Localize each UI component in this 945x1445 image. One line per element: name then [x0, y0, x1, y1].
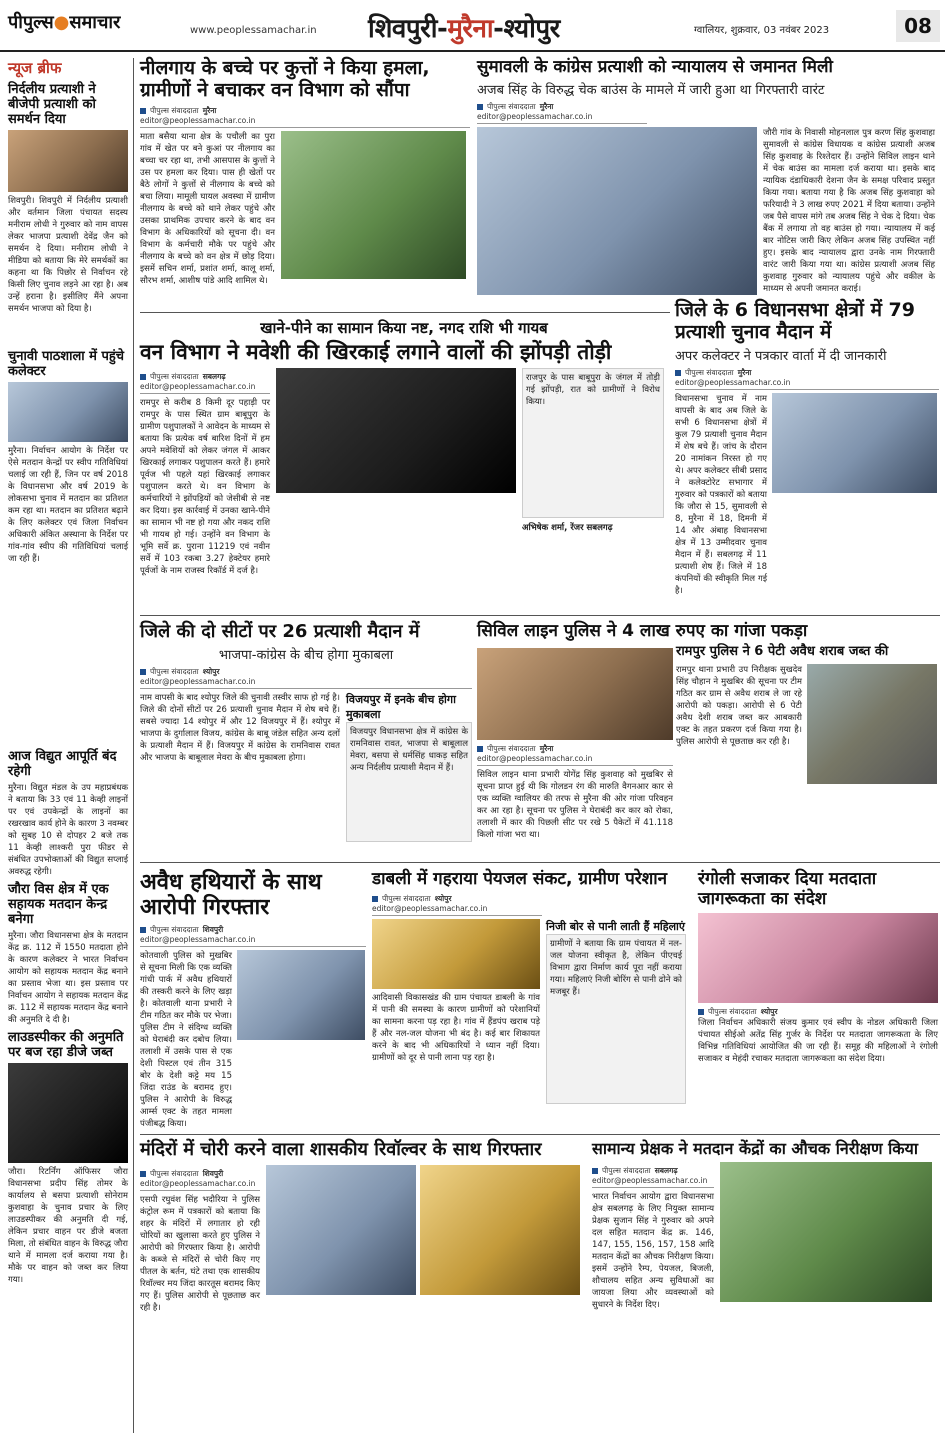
- byline-city: मुरैना: [539, 743, 554, 753]
- article-subheadline: अपर कलेक्टर ने पत्रकार वार्ता में दी जानकारी: [675, 348, 887, 364]
- row-divider: [140, 312, 670, 313]
- byline: [477, 102, 939, 112]
- byline-author: पीपुल्स संवाददाता: [150, 372, 199, 382]
- box-headline: विजयपुर में इनके बीच होगा मुकाबला: [346, 692, 456, 721]
- article-body: कोतवाली पुलिस को मुखबिर से सूचना मिली कि एक व्यक्ति गांधी पार्क में अवैध हथियारों की तस्करी करने के लिए खड़ा है। कोतवाली थाना प्रभारी ने टीम गठित कर मौके पर भेजा। पुलिस टीम ने संदिग्ध व्यक्ति को घेराबंदी कर दबोच लिया। तलाशी में उसके पास से एक देशी पिस्टल एवं तीन 315 बोर के देशी कट्टे मय 15 जिंदा राउंड के बरामद हुए। पुलिस ने आरोपी के विरुद्ध आर्म्स एक्ट के तहत मामला पंजीबद्ध किया।: [140, 950, 232, 1129]
- article-kicker: खाने-पीने का सामान किया नष्ट, नगद राशि भी गायब: [260, 319, 548, 337]
- page-title: [368, 9, 560, 45]
- row-divider: [140, 862, 940, 863]
- article-photo: [372, 919, 540, 989]
- article-photo: [420, 1165, 580, 1295]
- byline-author: पीपुल्स संवाददाता: [602, 1166, 651, 1176]
- article-rangoli: [698, 870, 938, 1130]
- byline-marker-icon: [477, 746, 483, 752]
- brief-headline: निर्दलीय प्रत्याशी ने बीजेपी प्रत्याशी को समर्थन दिया: [8, 82, 96, 127]
- article-headline: डाबली में गहराया पेयजल संकट, ग्रामीण परेशान: [372, 869, 668, 889]
- article-weapons: [140, 870, 366, 1130]
- byline-author: पीपुल्स संवाददाता: [685, 367, 734, 377]
- brief-item: [8, 749, 128, 878]
- article-body: रामपुर से करीब 8 किमी दूर पहाड़ी पर रामपुर के पास स्थित ग्राम बाबूपुरा के ग्रामीण पशुपालकों ने आवेदन के माध्यम से बताया कि प्रत्येक वर्ष बारिश दिनों में हम अपने मवेशियों को लेकर जंगल में आकर खिरकाई लगाकर पशुपालन करते हैं। हमारे पूर्वज भी पहले यहां खिरकाई लगाकर पशुपालन करते थे। वन विभाग के कर्मचारियों ने झोंपड़ियों को जेसीबी से नष्ट कर दिया। इस कार्रवाई में उनका खाने-पीने का सामान भी नष्ट हो गया और नकद राशि भी गायब हो गई। उन्होंने वन विभाग के भूमि सर्वे क्र. पुराना 11219 एवं नवीन सर्वे में 103 रकबा 3.27 हेक्टेयर हमारे पूर्वजों के नाम राजस्व रिकॉर्ड में दर्ज है।: [140, 398, 270, 577]
- byline-marker-icon: [592, 1168, 598, 1174]
- byline-email[interactable]: editor@peoplessamachar.co.in: [592, 1176, 714, 1188]
- byline-city: सबलगढ़: [202, 372, 226, 382]
- byline-marker-icon: [140, 669, 146, 675]
- byline-email[interactable]: editor@peoplessamachar.co.in: [477, 112, 647, 124]
- byline-marker-icon: [140, 374, 146, 380]
- city-mid: मुरैना: [447, 14, 494, 44]
- article-body: एसपी रघुवंश सिंह भदौरिया ने पुलिस कंट्रोल रूम में पत्रकारों को बताया कि शहर के मंदिरों में लगातार हो रही चोरियों का खुलासा करते हुए पुलिस ने आरोपी को गिरफ्तार किया है। आरोपी के कब्जे से मंदिरों से चोरी किए गए पीतल के बर्तन, घंटे तथा एक शासकीय रिवॉल्वर मय जिंदा कारतूस बरामद किए गए हैं। पुलिस आरोपी से पूछताछ कर रही है।: [140, 1194, 260, 1313]
- article-photo: [266, 1165, 416, 1295]
- row-divider: [140, 1134, 940, 1135]
- row-divider: [140, 615, 940, 616]
- brief-item: [8, 349, 128, 745]
- brand-name: पीपुल्स: [8, 12, 54, 33]
- article-photo: [276, 368, 516, 493]
- brief-item: [8, 882, 128, 1026]
- byline-author: पीपुल्स संवाददाता: [708, 1007, 757, 1017]
- brief-headline: आज विद्युत आपूर्ति बंद रहेगी: [8, 749, 117, 779]
- news-brief-title: न्यूज ब्रीफ: [8, 59, 62, 77]
- byline-email[interactable]: editor@peoplessamachar.co.in: [140, 935, 366, 947]
- brief-headline: चुनावी पाठशाला में पहुंचे कलेक्टर: [8, 349, 125, 379]
- byline-author: पीपुल्स संवाददाता: [150, 666, 199, 676]
- byline-email[interactable]: editor@peoplessamachar.co.in: [140, 116, 470, 128]
- article-water-crisis: [372, 870, 690, 1130]
- article-headline: मंदिरों में चोरी करने वाला शासकीय रिवॉल्वर के साथ गिरफ्तार: [140, 1139, 542, 1160]
- news-brief-column: [8, 58, 128, 1433]
- byline-marker-icon: [140, 1171, 146, 1177]
- byline-author: पीपुल्स संवाददाता: [382, 893, 431, 903]
- byline-marker-icon: [372, 896, 378, 902]
- brief-text: मुरैना। विद्युत मंडल के उप महाप्रबंधक ने बताया कि 33 एवं 11 केव्ही लाइनों पर एवं उपकेन्द्रों के लाइनों का रखरखाव कार्य होने के कारण 3 नवम्बर को सुबह 10 से दोपहर 2 बजे तक 11 केव्ही लाश्करी पुरा फीडर से संबंधित उपभोक्ताओं की विद्युत सप्लाई अवरुद्ध रहेगी।: [8, 783, 128, 877]
- byline-marker-icon: [698, 1009, 704, 1015]
- article-headline: सामान्य प्रेक्षक ने मतदान केंद्रों का औचक निरीक्षण किया: [592, 1139, 918, 1158]
- box-headline: निजी बोर से पानी लाती हैं महिलाएं: [546, 919, 685, 933]
- byline: [372, 894, 690, 904]
- byline: [140, 372, 270, 382]
- issue-date: ग्वालियर, शुक्रवार, 03 नवंबर 2023: [694, 25, 830, 36]
- city-right: -श्योपुर: [493, 14, 560, 44]
- article-body: आदिवासी विकासखंड की ग्राम पंचायत डाबली के गांव में पानी की समस्या के कारण ग्रामीणों को परेशानियों का सामना करना पड़ रहा है। गांव में हैंडपंप खराब पड़े हैं और नल-जल योजना भी बंद है। कई बार शिकायत करने के बाद भी अधिकारियों ने ध्यान नहीं दिया। ग्रामीणों को दूर से पानी लाना पड़ रहा है।: [372, 992, 540, 1063]
- article-body: माता बसैया थाना क्षेत्र के पचौली का पुरा गांव में खेत पर बने कुआं पर नीलगाय का बच्चा चर रहा था, तभी आसपास के कुत्तों ने उस पर हमला कर दिया। पास ही खेतों पर बैठे लोगों ने कुत्तों से नीलगाय के बच्चे को बचा लिया। मामूली घायल अवस्था में ग्रामीण नीलगाय के बच्चे को थाने लेकर पहुंचे और उसका प्राथमिक उपचार करने के बाद वन विभाग के अधिकारियों को सूचना दी। वन विभाग के कर्मचारी मौके पर पहुंचे और नीलगाय के बच्चे को वन क्षेत्र में छोड़ दिया। इसमें सचिन शर्मा, प्रशांत शर्मा, कालू शर्मा, सौरभ शर्मा, आशीष पांडे आदि शामिल थे।: [140, 131, 275, 286]
- byline-city: मुरैना: [737, 367, 752, 377]
- byline: [592, 1166, 714, 1176]
- box-text: विजयपुर विधानसभा क्षेत्र में कांग्रेस के रामनिवास रावत, भाजपा से बाबूलाल मेवरा, बसपा से धर्मसिंह धाकड़ सहित अन्य निर्दलीय प्रत्याशी मैदान में हैं।: [346, 722, 472, 842]
- byline-marker-icon: [675, 370, 681, 376]
- box-text: ग्रामीणों ने बताया कि ग्राम पंचायत में नल-जल योजना स्वीकृत है, लेकिन पीएचई विभाग द्वारा निर्माण कार्य पूरा नहीं कराया गया। महिलाएं निजी बोरिंग से पानी ढोने को मजबूर हैं।: [546, 934, 686, 1104]
- article-body: विधानसभा चुनाव में नाम वापसी के बाद अब जिले के सभी 6 विधानसभा क्षेत्रों में कुल 79 प्रत्याशी चुनाव मैदान में शेष बचे हैं। जांच के दौरान 20 नामांकन निरस्त हो गए थे। अपर कलेक्टर सीबी प्रसाद ने कलेक्टोरेट सभागार में गुरुवार को पत्रकारों को बताया कि जौरा से 15, सुमावली से 8, मुरैना में 18, दिमनी में 14 और अंबाह विधानसभा क्षेत्र में 13 उम्मीदवार चुनाव मैदान में हैं। सबलगढ़ में 11 प्रत्याशी शेष हैं। जिले में 18 कंपनियों की स्वीकृति मिल गई है।: [675, 393, 767, 596]
- website-url[interactable]: www.peoplessamachar.in: [190, 25, 317, 36]
- brief-photo: [8, 382, 128, 442]
- article-body: जिला निर्वाचन अधिकारी संजय कुमार एवं स्वीप के नोडल अधिकारी जिला पंचायत सीईओ अतेंद्र सिंह गुर्जर के निर्देश पर मतदाता जागरूकता के लिए विभिन्न गतिविधियां आयोजित की जा रही हैं। समूह की महिलाओं ने रंगोली सजाकर व मेहंदी रचाकर मतदाता जागरूकता का संदेश दिया।: [698, 1018, 938, 1065]
- article-body: नाम वापसी के बाद श्योपुर जिले की चुनावी तस्वीर साफ हो गई है। जिले की दोनों सीटों पर 26 प्रत्याशी चुनाव मैदान में शेष बचे हैं। सबसे ज्यादा 14 श्योपुर में और 12 विजयपुर में हैं। श्योपुर में भाजपा के दुर्गालाल विजय, कांग्रेस के बाबू जंडेल सहित अन्य दलों के प्रत्याशी मैदान में हैं। विजयपुर में कांग्रेस के रामनिवास रावत और भाजपा के बाबूलाल मेवरा के बीच मुकाबला होगा।: [140, 692, 340, 763]
- city-left: शिवपुरी-: [368, 14, 448, 44]
- article-headline: रंगोली सजाकर दिया मतदाता जागरूकता का संदेश: [698, 869, 877, 909]
- article-photo: [477, 127, 757, 295]
- article-photo: [772, 393, 937, 493]
- byline: [698, 1007, 938, 1017]
- article-79-candidates: [675, 300, 939, 610]
- article-body: रामपुर थाना प्रभारी उप निरीक्षक सुखदेव सिंह चौहान ने मुखबिर की सूचना पर टीम गठित कर ग्राम से अवैध शराब ले जा रहे आरोपी को पकड़ा। आरोपी से 6 पेटी अवैध देशी शराब जब्त कर आबकारी एक्ट के तहत प्रकरण दर्ज किया गया है। पुलिस आरोपी से पूछताछ कर रही है।: [676, 664, 802, 747]
- byline: [140, 1169, 260, 1179]
- article-body: भारत निर्वाचन आयोग द्वारा विधानसभा क्षेत्र सबलगढ़ के लिए नियुक्त सामान्य प्रेक्षक सुजान सिंह ने गुरुवार को अपने दल सहित मतदान केंद्र क्र. 146, 147, 155, 156, 157, 158 आदि मतदान केंद्रों का औचक निरीक्षण किया। इसमें उन्होंने रैम्प, पेयजल, बिजली, शौचालय सहित अन्य सुविधाओं का जायजा लिया और व्यवस्थाओं को सुधारने के निर्देश दिए।: [592, 1192, 714, 1311]
- byline-author: पीपुल्स संवाददाता: [487, 101, 536, 111]
- byline: [477, 744, 673, 754]
- byline-email[interactable]: editor@peoplessamachar.co.in: [140, 382, 270, 394]
- byline-marker-icon: [140, 927, 146, 933]
- article-photo: [237, 950, 365, 1040]
- article-headline: अवैध हथियारों के साथ आरोपी गिरफ्तार: [140, 870, 322, 921]
- byline-email[interactable]: editor@peoplessamachar.co.in: [372, 904, 542, 916]
- byline-city: श्योपुर: [760, 1007, 778, 1017]
- byline-author: पीपुल्स संवाददाता: [150, 105, 199, 115]
- brief-photo: [8, 130, 128, 192]
- byline-author: पीपुल्स संवाददाता: [150, 1168, 199, 1178]
- brief-headline: जौरा विस क्षेत्र में एक सहायक मतदान केन्द्र बनेगा: [8, 882, 109, 927]
- article-headline: रामपुर पुलिस ने 6 पेटी अवैध शराब जब्त की: [676, 644, 889, 659]
- byline-city: सबलगढ़: [654, 1166, 678, 1176]
- article-subheadline: भाजपा-कांग्रेस के बीच होगा मुकाबला: [218, 647, 394, 663]
- article-headline: जिले की दो सीटों पर 26 प्रत्याशी मैदान में: [140, 621, 420, 642]
- byline-author: पीपुल्स संवाददाता: [150, 924, 199, 934]
- article-forest-dept: [140, 318, 668, 608]
- byline: [675, 368, 939, 378]
- article-liquor: [676, 645, 938, 855]
- article-observer: [592, 1140, 938, 1435]
- byline-email[interactable]: editor@peoplessamachar.co.in: [140, 1179, 260, 1191]
- article-subheadline: अजब सिंह के विरुद्ध चेक बाउंस के मामले में जारी हुआ था गिरफ्तारी वारंट: [477, 82, 825, 98]
- article-photo: [698, 913, 938, 1003]
- article-body: जौरी गांव के निवासी मोहनलाल पुत्र करण सिंह कुशवाहा सुमावली से कांग्रेस विधायक व कांग्रेस प्रत्याशी अजब सिंह कुशवाह के रिश्तेदार हैं। उन्होंने सिविल लाइन थाने में चेक बाउंस का मामला दर्ज कराया था। इसके बाद न्यायिक दंडाधिकारी देशना जैन के समक्ष परिवाद प्रस्तुत किया गया। बताया गया है कि अजब सिंह कुशवाहा को फरियादी ने 3 लाख रुपए 2021 में दिया बताया। उन्होंने जब पैसे वापस मांगे तब अजब सिंह ने चेक दे दिया। चेक बैंक में लगाया तो वह बाउंस हो गया। न्यायालय में कई बार नोटिस जारी किए लेकिन अजब सिंह उपस्थित नहीं हुए। इसके बाद न्यायालय द्वारा उनके नाम गिरफ्तारी वारंट जारी किया गया था। कांग्रेस प्रत्याशी अजब सिंह कुशवाह गुरुवार को न्यायालय पहुंचे और वकील के माध्यम से अपनी जमानत कराई।: [763, 127, 935, 294]
- brief-item: [8, 82, 128, 345]
- article-headline: सुमावली के कांग्रेस प्रत्याशी को न्यायालय से जमानत मिली: [477, 57, 833, 77]
- article-signoff: अभिषेक शर्मा, रेंजर सबलगढ़: [522, 523, 613, 534]
- byline-city: मुरैना: [202, 105, 217, 115]
- article-photo: [720, 1162, 932, 1302]
- brand-name-2: समाचार: [69, 12, 121, 33]
- brief-text: जौरा। रिटर्निंग ऑफिसर जौरा विधानसभा प्रदीप सिंह तोमर के कार्यालय से बसपा प्रत्याशी सोनेराम कुशवाहा के चुनाव प्रचार के लिए लाउडस्पीकर की अनुमति दी गई, लेकिन प्रचार वाहन पर डीजे बजता मिला, तो संबंधित वाहन के विरुद्ध जौरा थाने में मामला दर्ज कराया गया है। मौके पर वाहन को जब्त कर लिया गया।: [8, 1167, 128, 1285]
- newspaper-logo: [8, 10, 120, 34]
- column-divider: [133, 58, 134, 1433]
- page-number: 08: [896, 10, 940, 42]
- byline-city: शिवपुरी: [202, 924, 224, 934]
- byline-marker-icon: [477, 104, 483, 110]
- article-headline: नीलगाय के बच्चे पर कुत्तों ने किया हमला, ग्रामीणों ने बचाकर वन विभाग को सौंपा: [140, 57, 430, 101]
- brief-photo: [8, 1063, 128, 1163]
- article-temple-theft: [140, 1140, 586, 1435]
- brief-headline: लाउडस्पीकर की अनुमति पर बज रहा डीजे जब्त: [8, 1030, 124, 1060]
- byline: [140, 106, 470, 116]
- brief-item: [8, 1030, 128, 1366]
- brief-text: मुरैना। निर्वाचन आयोग के निर्देश पर ऐसे मतदान केन्द्रों पर स्वीप गतिविधियां चलाई जा रही हैं, जिन पर वर्ष 2018 के विधानसभा और वर्ष 2019 के लोकसभा चुनाव में मतदान का प्रतिशत कम रहा था। मतदान का प्रतिशत बढ़ाने के लिए कलेक्टर एवं जिला निर्वाचन अधिकारी अंकित अस्थाना के निर्देश पर गांव-गांव स्वीप की गतिविधियां चलाई जा रही हैं।: [8, 446, 128, 564]
- article-bail: [477, 58, 939, 308]
- brand-dot-icon: ●: [53, 12, 70, 33]
- byline-email[interactable]: editor@peoplessamachar.co.in: [477, 754, 673, 766]
- article-photo: [281, 131, 466, 279]
- article-body: सिविल लाइन थाना प्रभारी योगेंद्र सिंह कुशवाह को मुखबिर से सूचना प्राप्त हुई थी कि गोलडन रंग की मारुति वैगनआर कार से एक व्यक्ति ग्वालियर की तरफ से मुरैना की ओर गांजा परिवहन कर आ रहा है। सूचना पर पुलिस ने घेराबंदी कर कार को रोका, तलाशी में कार की पिछली सीट पर रखे 5 पैकेटों में 41.118 किलो गांजा भरा था।: [477, 769, 673, 840]
- article-nilgai: [140, 58, 470, 308]
- byline-email[interactable]: editor@peoplessamachar.co.in: [140, 677, 472, 689]
- byline-city: श्योपुर: [434, 893, 452, 903]
- byline: [140, 925, 366, 935]
- article-sheopur-seats: [140, 622, 472, 854]
- byline-city: मुरैना: [539, 101, 554, 111]
- article-photo: [807, 664, 937, 784]
- article-headline: वन विभाग ने मवेशी की खिरकाई लगाने वालों की झोंपड़ी तोड़ी: [140, 340, 612, 364]
- article-note: राजपुर के पास बाबूपुरा के जंगल में तोड़ी गई झोंपड़ी, रात को ग्रामीणों ने विरोध किया।: [522, 368, 664, 518]
- article-headline: सिविल लाइन पुलिस ने 4 लाख रुपए का गांजा पकड़ा: [477, 621, 808, 641]
- byline-city: श्योपुर: [202, 666, 220, 676]
- masthead: [0, 0, 945, 52]
- byline: [140, 667, 472, 677]
- brief-text: मुरैना। जौरा विधानसभा क्षेत्र के मतदान केंद्र क्र. 112 में 1550 मतदाता होने के कारण कलेक्टर ने भारत निर्वाचन आयोग को सहायक मतदान केंद्र बनाने का प्रस्ताव भेजा था। इस प्रस्ताव पर निर्वाचन आयोग ने सहायक मतदान केंद्र क्र. 112 में सहायक मतदान केंद्र बनाने की अनुमति दे दी है।: [8, 931, 128, 1025]
- article-photo: [477, 648, 673, 740]
- byline-email[interactable]: editor@peoplessamachar.co.in: [675, 378, 939, 390]
- brief-text: शिवपुरी। शिवपुरी में निर्दलीय प्रत्याशी और वर्तमान जिला पंचायत सदस्य मनीराम लोधी ने गुरुवार को नाम वापस लेकर भाजपा प्रत्याशी देवेंद्र जैन को समर्थन दे दिया। मनीराम लोधी ने मीडिया को बताया कि मेरे समर्थकों का कहना था कि पिछोर से निर्वाचन रहे किसी लिए चुनाव लड़ने आ रहा है। अब उन्हें हराना है। इसीलिए मैंने अपना समर्थन भाजपा को दिया है।: [8, 196, 128, 314]
- article-headline: जिले के 6 विधानसभा क्षेत्रों में 79 प्रत्याशी चुनाव मैदान में: [675, 299, 915, 343]
- byline-city: शिवपुरी: [202, 1168, 224, 1178]
- byline-author: पीपुल्स संवाददाता: [487, 743, 536, 753]
- byline-marker-icon: [140, 108, 146, 114]
